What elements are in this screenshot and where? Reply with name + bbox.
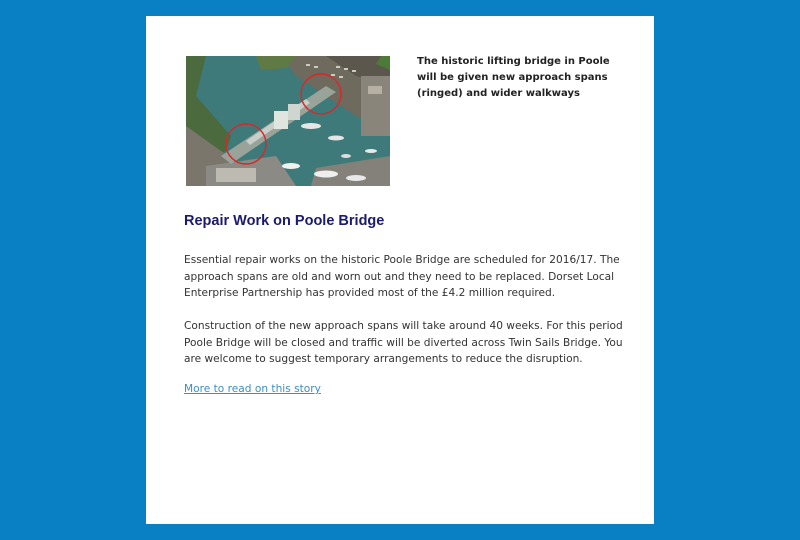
article-card xyxy=(146,16,654,524)
article-paragraph-1: Essential repair works on the historic Poole Bridge are scheduled for 2016/17. The approach spans are old and worn out and they need to be replaced. Dorset Local Enterprise Partnership has provided most of the £4.2 million required. xyxy=(184,254,620,299)
aerial-bridge-photo xyxy=(186,56,390,186)
article-paragraph-2: Construction of the new approach spans will take around 40 weeks. For this period Poole Bridge will be closed and traffic will be diverted across Twin Sails Bridge. You are welcome to suggest temporary arrangements to reduce the disruption. xyxy=(184,320,623,365)
article-headline: Repair Work on Poole Bridge xyxy=(184,213,385,229)
more-to-read-link[interactable]: More to read on this story xyxy=(184,383,321,395)
photo-caption: The historic lifting bridge in Poole will be given new approach spans (ringed) and wider walkways xyxy=(417,56,610,99)
